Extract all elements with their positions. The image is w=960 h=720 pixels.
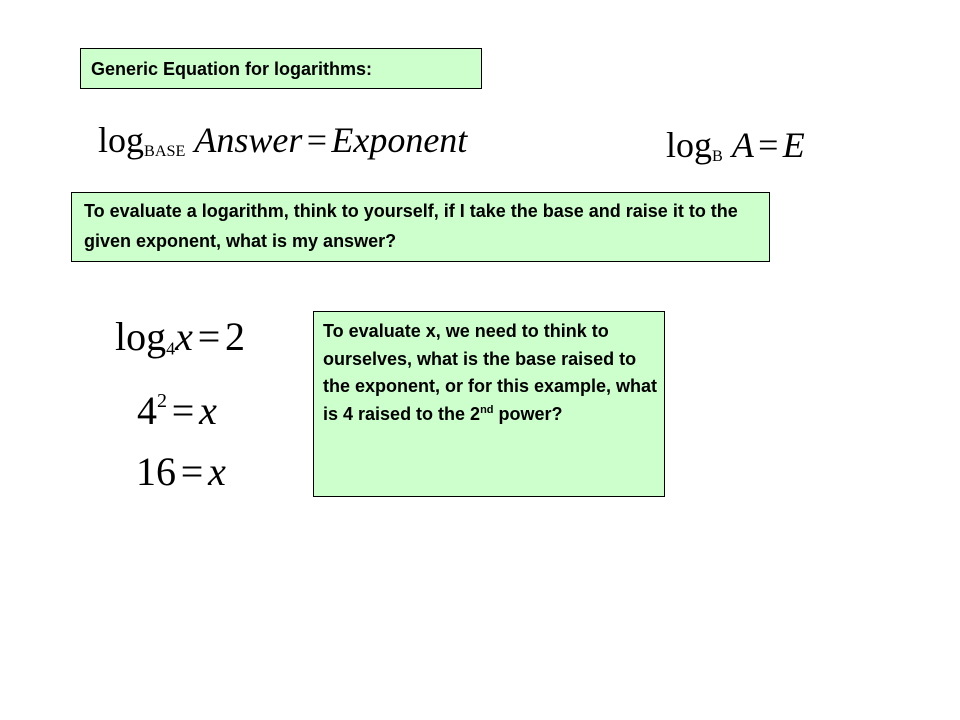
log-argument: A xyxy=(731,125,754,165)
evaluate-x-text-end: power? xyxy=(493,403,563,424)
log-function: log xyxy=(98,120,145,160)
log-argument: x xyxy=(175,314,193,359)
generic-log-equation xyxy=(98,119,467,161)
ordinal-superscript: nd xyxy=(480,403,494,416)
example-exponential-equation xyxy=(137,387,217,434)
equals-sign: = xyxy=(171,388,195,433)
logarithm-explanation-text: To evaluate a logarithm, think to yourself, if I take the base and raise it to the given exponent, what is my answer? xyxy=(84,201,738,251)
unknown-x: x xyxy=(199,388,217,433)
equals-sign: = xyxy=(180,449,204,494)
example-log-equation xyxy=(115,313,245,360)
example-solution-equation xyxy=(136,448,226,495)
log-result: E xyxy=(782,125,805,165)
log-result: 2 xyxy=(225,314,246,359)
evaluate-x-text: To evaluate x, we need to think to ourselves, what is the base raised to the exponent, or for this example, what is 4 raised to the 2 xyxy=(323,321,658,424)
short-log-equation xyxy=(666,124,805,166)
power-exponent: 2 xyxy=(157,390,167,412)
solution-value: 16 xyxy=(136,449,176,494)
log-function: log xyxy=(666,125,713,165)
log-argument: Answer xyxy=(194,120,303,160)
logarithm-explanation-box xyxy=(71,192,770,262)
unknown-x: x xyxy=(208,449,226,494)
log-result: Exponent xyxy=(331,120,468,160)
log-function: log xyxy=(115,314,167,359)
equals-sign: = xyxy=(197,314,221,359)
generic-equation-heading: Generic Equation for logarithms: xyxy=(91,59,373,79)
power-base: 4 xyxy=(137,388,157,433)
generic-equation-heading-box xyxy=(80,48,482,89)
equals-sign: = xyxy=(758,125,779,165)
evaluate-x-explanation-box xyxy=(313,311,665,497)
log-base-subscript: BASE xyxy=(144,142,186,161)
equals-sign: = xyxy=(306,120,328,160)
log-base-subscript: B xyxy=(712,147,723,166)
log-base-subscript: 4 xyxy=(166,338,176,359)
